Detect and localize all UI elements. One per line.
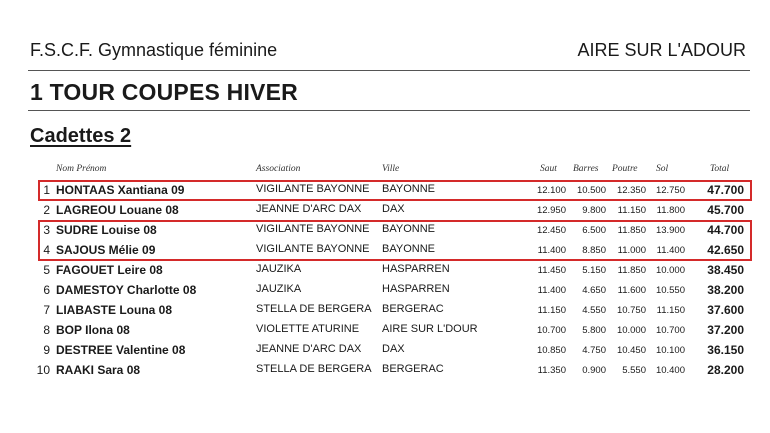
sol-score: 11.400	[656, 245, 685, 256]
col-association-header: Association	[256, 164, 301, 174]
col-poutre-header: Poutre	[612, 164, 638, 174]
col-name-header: Nom Prénom	[56, 164, 107, 174]
poutre-score: 11.850	[617, 265, 646, 276]
ville-cell: BAYONNE	[382, 243, 435, 255]
rank-cell: 8	[43, 323, 50, 337]
highlight-box-first	[38, 180, 752, 201]
barres-score: 9.800	[582, 205, 606, 216]
association-cell: STELLA DE BERGERA	[256, 363, 372, 375]
barres-score: 10.500	[576, 185, 606, 196]
location-title: AIRE SUR L'ADOUR	[577, 40, 746, 60]
col-saut-header: Saut	[540, 164, 557, 174]
barres-score: 4.650	[582, 285, 606, 296]
col-ville-header: Ville	[382, 164, 400, 174]
sol-score: 12.750	[655, 185, 685, 196]
athlete-name: DAMESTOY Charlotte 08	[56, 283, 197, 297]
barres-score: 5.150	[582, 265, 606, 276]
col-barres-header: Barres	[573, 164, 599, 174]
sol-score: 10.550	[655, 285, 685, 296]
athlete-name: LIABASTE Louna 08	[56, 303, 173, 317]
barres-score: 0.900	[582, 365, 606, 376]
association-cell: JAUZIKA	[256, 283, 302, 295]
rank-cell: 4	[43, 243, 50, 257]
rank-cell: 5	[43, 263, 50, 277]
barres-score: 8.850	[582, 245, 606, 256]
category-heading: Cadettes 2	[30, 125, 132, 147]
saut-score: 12.100	[536, 185, 566, 196]
rank-cell: 6	[43, 283, 50, 297]
table-row	[0, 340, 770, 360]
barres-score: 6.500	[582, 225, 606, 236]
barres-score: 4.750	[582, 345, 606, 356]
sol-score: 11.800	[656, 205, 685, 216]
barres-score: 4.550	[582, 305, 606, 316]
sol-score: 10.400	[655, 365, 685, 376]
sol-score: 13.900	[655, 225, 685, 236]
total-score: 45.700	[707, 203, 744, 217]
ville-cell: HASPARREN	[382, 283, 450, 295]
federation-title: F.S.C.F. Gymnastique féminine	[30, 40, 278, 60]
sol-score: 10.700	[655, 325, 685, 336]
saut-score: 11.400	[537, 285, 566, 296]
title-divider	[28, 110, 750, 111]
rank-cell: 7	[43, 303, 50, 317]
saut-score: 10.700	[536, 325, 566, 336]
saut-score: 12.450	[536, 225, 566, 236]
table-row	[0, 320, 770, 340]
barres-score: 5.800	[582, 325, 606, 336]
association-cell: VIOLETTE ATURINE	[256, 323, 360, 335]
table-row	[0, 280, 770, 300]
association-cell: JEANNE D'ARC DAX	[256, 343, 362, 355]
poutre-score: 12.350	[616, 185, 646, 196]
poutre-score: 10.450	[616, 345, 646, 356]
athlete-name: DESTREE Valentine 08	[56, 343, 186, 357]
association-cell: VIGILANTE BAYONNE	[256, 243, 370, 255]
athlete-name: SAJOUS Mélie 09	[56, 243, 156, 257]
athlete-name: LAGREOU Louane 08	[56, 203, 179, 217]
col-total-header: Total	[710, 164, 730, 174]
ville-cell: AIRE SUR L'DOUR	[382, 323, 478, 335]
poutre-score: 5.550	[622, 365, 646, 376]
poutre-score: 11.000	[617, 245, 646, 256]
table-row	[0, 360, 770, 380]
total-score: 28.200	[707, 363, 744, 377]
total-score: 44.700	[707, 223, 744, 237]
rank-cell: 1	[43, 183, 50, 197]
table-row	[0, 300, 770, 320]
athlete-name: SUDRE Louise 08	[56, 223, 157, 237]
sol-score: 10.100	[655, 345, 685, 356]
saut-score: 11.150	[537, 305, 566, 316]
rank-cell: 10	[36, 363, 50, 377]
saut-score: 10.850	[536, 345, 566, 356]
total-score: 37.200	[707, 323, 744, 337]
ville-cell: BAYONNE	[382, 223, 435, 235]
poutre-score: 10.000	[616, 325, 646, 336]
ville-cell: BAYONNE	[382, 183, 435, 195]
poutre-score: 11.850	[617, 225, 646, 236]
poutre-score: 11.600	[617, 285, 646, 296]
rank-cell: 2	[43, 203, 50, 217]
total-score: 36.150	[707, 343, 744, 357]
saut-score: 11.350	[537, 365, 566, 376]
association-cell: JAUZIKA	[256, 263, 302, 275]
saut-score: 11.450	[537, 265, 566, 276]
ville-cell: HASPARREN	[382, 263, 450, 275]
association-cell: STELLA DE BERGERA	[256, 303, 372, 315]
athlete-name: BOP Ilona 08	[56, 323, 130, 337]
association-cell: JEANNE D'ARC DAX	[256, 203, 362, 215]
poutre-score: 10.750	[616, 305, 646, 316]
ville-cell: BERGERAC	[382, 363, 444, 375]
ville-cell: DAX	[382, 203, 405, 215]
saut-score: 12.950	[536, 205, 566, 216]
athlete-name: HONTAAS Xantiana 09	[56, 183, 185, 197]
ville-cell: BERGERAC	[382, 303, 444, 315]
competition-title: 1 TOUR COUPES HIVER	[30, 79, 298, 105]
total-score: 37.600	[707, 303, 744, 317]
sol-score: 10.000	[655, 265, 685, 276]
ville-cell: DAX	[382, 343, 405, 355]
total-score: 47.700	[707, 183, 744, 197]
total-score: 38.200	[707, 283, 744, 297]
association-cell: VIGILANTE BAYONNE	[256, 183, 370, 195]
table-row	[0, 200, 770, 220]
athlete-name: RAAKI Sara 08	[56, 363, 141, 377]
association-cell: VIGILANTE BAYONNE	[256, 223, 370, 235]
col-sol-header: Sol	[656, 164, 669, 174]
athlete-name: FAGOUET Leire 08	[56, 263, 163, 277]
poutre-score: 11.150	[617, 205, 646, 216]
table-row	[0, 260, 770, 280]
total-score: 42.650	[707, 243, 744, 257]
sol-score: 11.150	[656, 305, 685, 316]
rank-cell: 3	[43, 223, 50, 237]
header-divider	[28, 70, 750, 71]
total-score: 38.450	[707, 263, 744, 277]
saut-score: 11.400	[537, 245, 566, 256]
highlight-box-second	[38, 220, 752, 261]
rank-cell: 9	[43, 343, 50, 357]
